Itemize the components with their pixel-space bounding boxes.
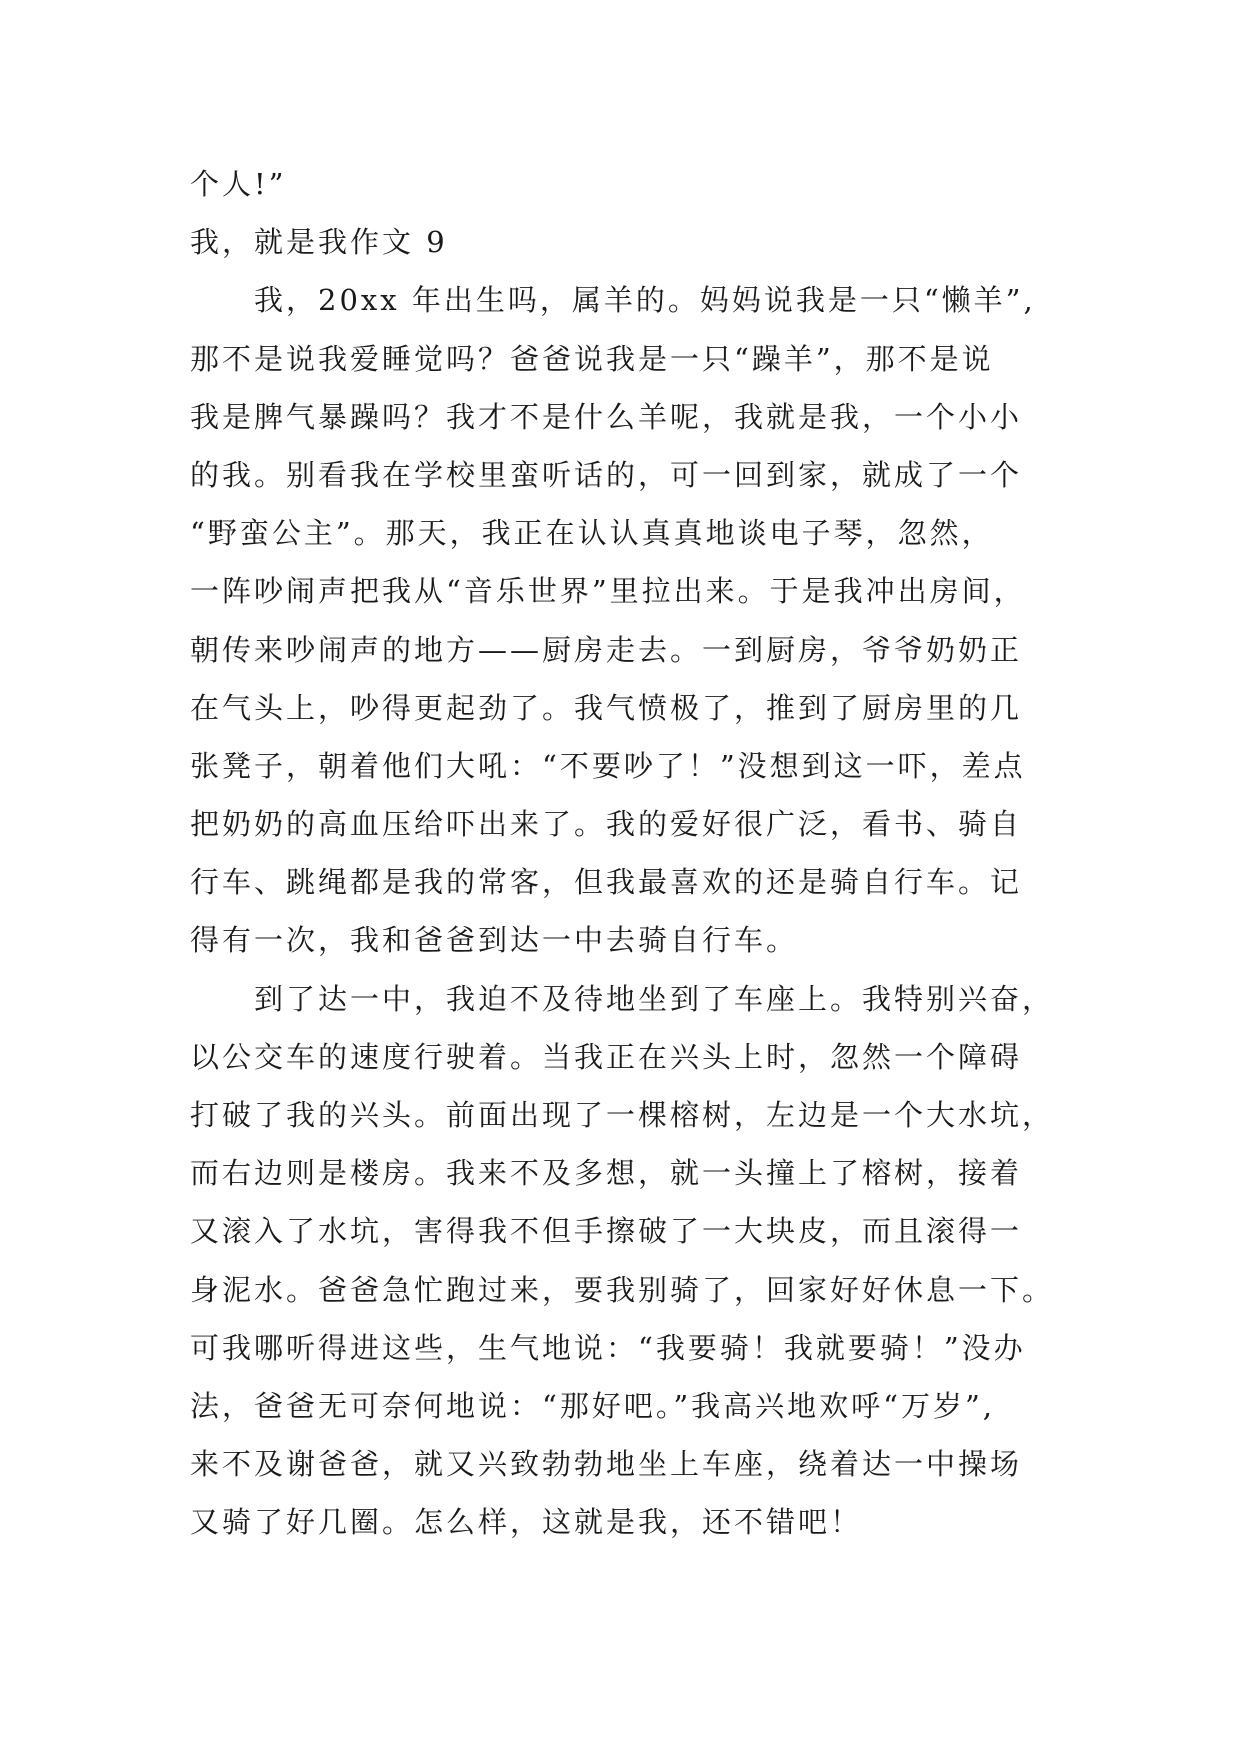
text-line: 一阵吵闹声把我从“音乐世界”里拉出来。于是我冲出房间， — [190, 574, 1026, 609]
text-line: 得有一次，我和爸爸到达一中去骑自行车。 — [190, 923, 799, 958]
text-line: 的我。别看我在学校里蛮听话的，可一回到家，就成了一个 — [190, 457, 1023, 492]
text-line: 而右边则是楼房。我来不及多想，就一头撞上了榕树，接着 — [190, 1156, 1023, 1191]
text-line: 那不是说我爱睡觉吗？爸爸说我是一只“躁羊”，那不是说 — [190, 341, 994, 376]
previous-essay-tail — [190, 155, 1070, 1552]
text-line: “野蛮公主”。那天，我正在认认真真地谈电子琴，忽然， — [190, 516, 994, 551]
essay-title: 我，就是我作文 9 — [190, 225, 448, 260]
paragraph-1 — [190, 271, 1070, 969]
text-line: 到了达一中，我迫不及待地坐到了车座上。我特别兴奋， — [254, 981, 1055, 1016]
text-line: 来不及谢爸爸，就又兴致勃勃地坐上车座，绕着达一中操场 — [190, 1447, 1023, 1482]
text-line: 在气头上，吵得更起劲了。我气愤极了，推到了厨房里的几 — [190, 690, 1023, 725]
text-line: 打破了我的兴头。前面出现了一棵榕树，左边是一个大水坑， — [190, 1098, 1055, 1132]
text-line: 法，爸爸无可奈何地说：“那好吧。”我高兴地欢呼“万岁”, — [190, 1388, 996, 1423]
text-line: 可我哪听得进这些，生气地说：“我要骑！我就要骑！”没办 — [190, 1330, 1026, 1365]
text-line: 我是脾气暴躁吗？我才不是什么羊呢，我就是我，一个小小 — [190, 399, 1023, 434]
text-line: 我，20xx 年出生吗，属羊的。妈妈说我是一只“懒羊”, — [254, 283, 1036, 318]
text-line: 以公交车的速度行驶着。当我正在兴头上时，忽然一个障碍 — [190, 1039, 1023, 1074]
text-line: 又滚入了水坑，害得我不但手擦破了一大块皮，而且滚得一 — [190, 1214, 1023, 1249]
text-line: 又骑了好几圈。怎么样，这就是我，还不错吧！ — [190, 1505, 863, 1540]
text-line: 行车、跳绳都是我的常客，但我最喜欢的还是骑自行车。记 — [190, 865, 1023, 900]
paragraph-2 — [190, 970, 1070, 1552]
text-line: 朝传来吵闹声的地方——厨房走去。一到厨房，爷爷奶奶正 — [190, 632, 1023, 667]
text-line: 身泥水。爸爸急忙跑过来，要我别骑了，回家好好休息一下。 — [190, 1272, 1055, 1307]
text-line: 把奶奶的高血压给吓出来了。我的爱好很广泛，看书、骑自 — [190, 807, 1023, 842]
text-line: 张凳子，朝着他们大吼：“不要吵了！”没想到这一吓，差点 — [190, 748, 1026, 783]
text-line: 个人!” — [190, 167, 287, 201]
